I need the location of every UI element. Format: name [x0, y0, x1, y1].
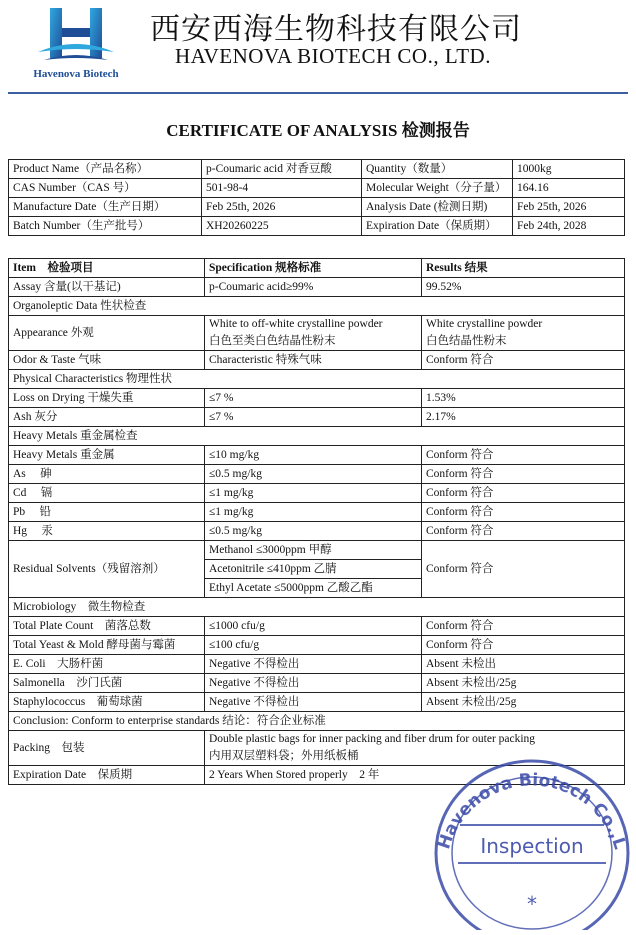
test-item: Residual Solvents（残留溶剂）	[9, 541, 205, 598]
info-value: XH20260225	[202, 217, 362, 236]
section-row	[9, 598, 625, 617]
test-item: Assay 含量(以干基记)	[9, 278, 205, 297]
table-header-row	[9, 259, 625, 278]
info-value: p-Coumaric acid 对香豆酸	[202, 160, 362, 179]
table-row	[9, 278, 625, 297]
table-row	[9, 217, 625, 236]
test-item: Loss on Drying 干燥失重	[9, 389, 205, 408]
conclusion-text: Conclusion: Conform to enterprise standards 结论：符合企业标准	[9, 712, 625, 731]
test-item: Staphylococcus 葡萄球菌	[9, 693, 205, 712]
test-item: Salmonella 沙门氏菌	[9, 674, 205, 693]
test-spec: ≤10 mg/kg	[205, 446, 422, 465]
info-value: 501-98-4	[202, 179, 362, 198]
test-spec: Characteristic 特殊气味	[205, 351, 422, 370]
test-spec: ≤1 mg/kg	[205, 503, 422, 522]
table-row	[9, 541, 625, 598]
test-spec: ≤7 %	[205, 389, 422, 408]
result-line: 白色结晶性粉末	[426, 335, 507, 347]
table-row	[9, 617, 625, 636]
letterhead	[0, 0, 636, 90]
info-value: Feb 25th, 2026	[513, 198, 625, 217]
test-spec: ≤7 %	[205, 408, 422, 427]
section-title: Physical Characteristics 物理性状	[9, 370, 625, 389]
test-item: Ash 灰分	[9, 408, 205, 427]
inspection-stamp	[430, 753, 630, 930]
spec-line: Acetonitrile ≤410ppm 乙腈	[205, 560, 421, 579]
test-result: Conform 符合	[422, 617, 625, 636]
table-row	[9, 160, 625, 179]
table-row	[9, 408, 625, 427]
h-logo-icon	[34, 6, 118, 68]
test-spec	[205, 316, 422, 351]
test-spec	[205, 541, 422, 598]
table-row	[9, 316, 625, 351]
expiry-value: 2 Years When Stored properly 2 年	[205, 766, 625, 785]
section-title: Organoleptic Data 性状检查	[9, 297, 625, 316]
stamp-center-text: Inspection	[480, 834, 584, 858]
info-value: 164.16	[513, 179, 625, 198]
column-header-item: Item 检验项目	[9, 259, 205, 278]
column-header-results: Results 结果	[422, 259, 625, 278]
table-row	[9, 674, 625, 693]
test-item: E. Coli 大肠杆菌	[9, 655, 205, 674]
info-label: Quantity（数量）	[362, 160, 513, 179]
stamp-seal-icon	[430, 753, 630, 930]
company-logo	[22, 6, 130, 84]
column-header-spec: Specification 规格标准	[205, 259, 422, 278]
header-rule	[8, 92, 628, 94]
test-result: Conform 符合	[422, 465, 625, 484]
table-row	[9, 636, 625, 655]
section-row	[9, 427, 625, 446]
table-row	[9, 198, 625, 217]
test-spec: Negative 不得检出	[205, 674, 422, 693]
info-value: 1000kg	[513, 160, 625, 179]
test-result: Conform 符合	[422, 522, 625, 541]
conclusion-row	[9, 712, 625, 731]
company-name-cn: 西安西海生物科技有限公司	[150, 12, 522, 47]
test-item: Pb 铅	[9, 503, 205, 522]
test-spec: Negative 不得检出	[205, 655, 422, 674]
test-result: 2.17%	[422, 408, 625, 427]
test-item: Packing 包装	[9, 731, 205, 766]
test-result: Conform 符合	[422, 484, 625, 503]
table-row	[9, 446, 625, 465]
test-item: Hg 汞	[9, 522, 205, 541]
document-title: CERTIFICATE OF ANALYSIS 检测报告	[166, 121, 470, 140]
test-result: 99.52%	[422, 278, 625, 297]
test-result: Conform 符合	[422, 446, 625, 465]
test-item: As 砷	[9, 465, 205, 484]
test-result: Absent 未检出/25g	[422, 693, 625, 712]
info-label: Product Name（产品名称）	[9, 160, 202, 179]
test-spec: ≤100 cfu/g	[205, 636, 422, 655]
stamp-star: *	[527, 892, 537, 916]
table-row	[9, 389, 625, 408]
table-row	[9, 351, 625, 370]
table-row	[9, 693, 625, 712]
section-row	[9, 370, 625, 389]
test-results-table	[8, 258, 625, 785]
info-label: Analysis Date (检测日期)	[362, 198, 513, 217]
test-spec: ≤0.5 mg/kg	[205, 465, 422, 484]
test-result	[422, 316, 625, 351]
packing-line: 内用双层塑料袋；外用纸板桶	[209, 750, 359, 762]
test-result: Conform 符合	[422, 351, 625, 370]
test-spec: ≤1 mg/kg	[205, 484, 422, 503]
result-line: White crystalline powder	[426, 318, 543, 330]
table-row	[9, 465, 625, 484]
test-result: Conform 符合	[422, 636, 625, 655]
test-item: Expiration Date 保质期	[9, 766, 205, 785]
test-spec: ≤1000 cfu/g	[205, 617, 422, 636]
spec-line: Ethyl Acetate ≤5000ppm 乙酸乙酯	[209, 582, 373, 594]
test-item: Odor & Taste 气味	[9, 351, 205, 370]
spec-line: White to off-white crystalline powder	[209, 318, 383, 330]
stamp-arc-text: Havenova Biotech Co.,L	[434, 770, 630, 852]
test-item: Appearance 外观	[9, 316, 205, 351]
section-title: Heavy Metals 重金属检查	[9, 427, 625, 446]
test-result: Absent 未检出	[422, 655, 625, 674]
test-result: 1.53%	[422, 389, 625, 408]
spec-line: Methanol ≤3000ppm 甲醇	[205, 541, 421, 560]
test-item: Heavy Metals 重金属	[9, 446, 205, 465]
test-spec: ≤0.5 mg/kg	[205, 522, 422, 541]
info-label: Molecular Weight（分子量）	[362, 179, 513, 198]
test-spec: p-Coumaric acid≥99%	[205, 278, 422, 297]
info-label: CAS Number（CAS 号）	[9, 179, 202, 198]
info-value: Feb 25th, 2026	[202, 198, 362, 217]
product-info-table	[8, 159, 625, 236]
info-label: Manufacture Date（生产日期）	[9, 198, 202, 217]
company-name-en: HAVENOVA BIOTECH CO., LTD.	[175, 44, 491, 68]
table-row	[9, 503, 625, 522]
logo-text: Havenova Biotech	[33, 68, 119, 80]
table-row	[9, 179, 625, 198]
test-item: Cd 镉	[9, 484, 205, 503]
test-result: Conform 符合	[422, 503, 625, 522]
table-row	[9, 484, 625, 503]
test-result: Absent 未检出/25g	[422, 674, 625, 693]
test-item: Total Plate Count 菌落总数	[9, 617, 205, 636]
table-row	[9, 655, 625, 674]
info-value: Feb 24th, 2028	[513, 217, 625, 236]
spec-line: 白色至类白色结晶性粉末	[209, 335, 336, 347]
test-spec: Negative 不得检出	[205, 693, 422, 712]
section-title: Microbiology 微生物检查	[9, 598, 625, 617]
info-label: Batch Number（生产批号）	[9, 217, 202, 236]
info-label: Expiration Date（保质期）	[362, 217, 513, 236]
test-result: Conform 符合	[422, 541, 625, 598]
table-row	[9, 522, 625, 541]
section-row	[9, 297, 625, 316]
test-item: Total Yeast & Mold 酵母菌与霉菌	[9, 636, 205, 655]
packing-line: Double plastic bags for inner packing and fiber drum for outer packing	[209, 733, 536, 745]
